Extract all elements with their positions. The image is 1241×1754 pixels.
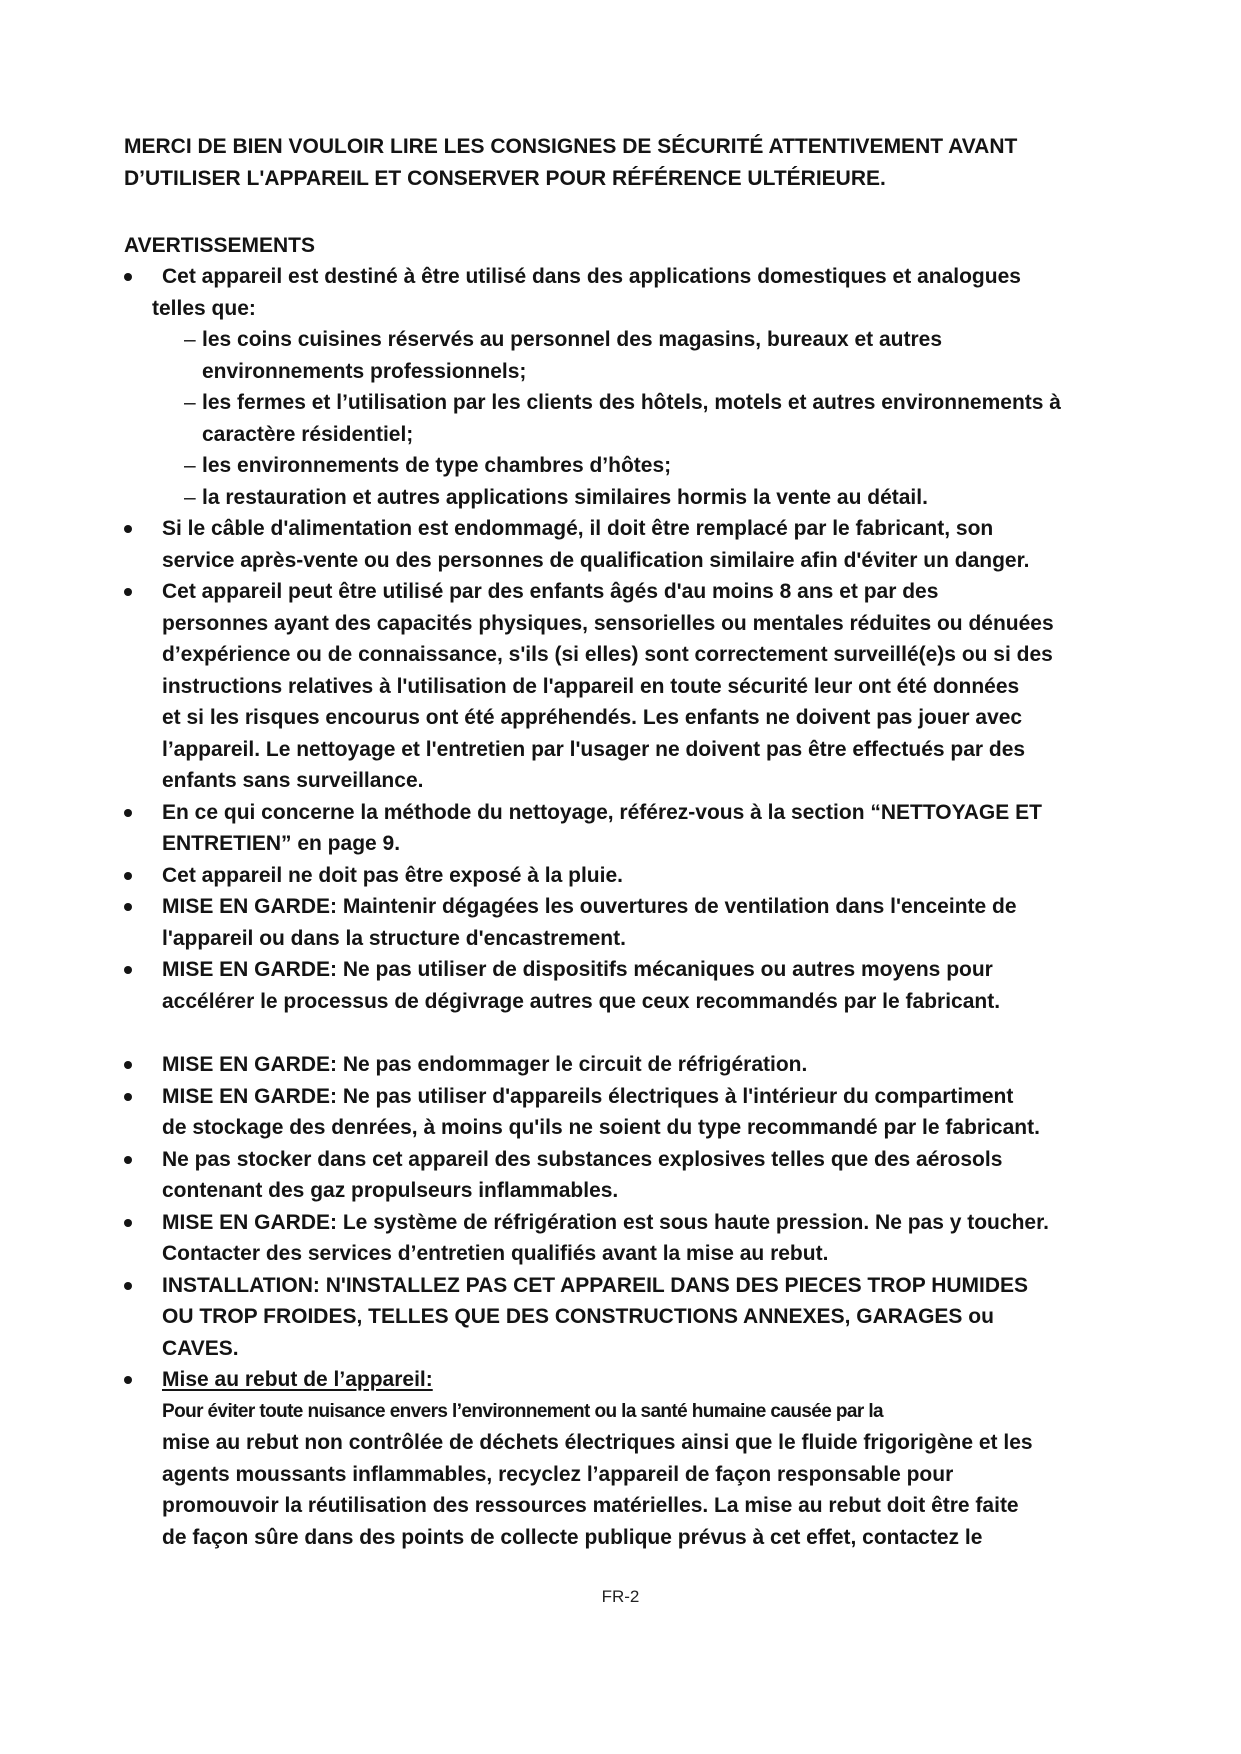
item-line: personnes ayant des capacités physiques, sensorielles ou mentales réduites ou dénuées: [162, 611, 1054, 635]
warning-item: [124, 1207, 1144, 1270]
spacer: [124, 1017, 1144, 1049]
item-line: instructions relatives à l'utilisation de l'appareil en toute sécurité leur ont été données: [162, 674, 1020, 698]
disposal-title: Mise au rebut de l’appareil:: [162, 1368, 433, 1391]
sub-line: les coins cuisines réservés au personnel des magasins, bureaux et autres: [202, 328, 943, 351]
item-line: CAVES.: [162, 1336, 239, 1360]
item-line: agents moussants inflammables, recyclez l’appareil de façon responsable pour: [162, 1462, 954, 1486]
item-line: MISE EN GARDE: Maintenir dégagées les ouvertures de ventilation dans l'enceinte de: [162, 895, 1017, 918]
dash-icon: –: [184, 454, 196, 477]
warning-item: [124, 954, 1144, 1017]
intro-notice: [124, 131, 1144, 194]
item-line: MISE EN GARDE: Le système de réfrigération est sous haute pression. Ne pas y toucher.: [162, 1210, 1049, 1234]
page-number: FR-2: [601, 1587, 640, 1606]
warning-item: [124, 1081, 1144, 1144]
item-line: service après-vente ou des personnes de qualification similaire afin d'éviter un danger.: [162, 548, 1030, 572]
usage-sublist: [162, 324, 1144, 513]
warning-item: [124, 513, 1144, 576]
item-line: l'appareil ou dans la structure d'encastrement.: [162, 926, 626, 950]
bullet-icon: [124, 1282, 132, 1290]
warning-item: [124, 797, 1144, 860]
warning-item: [124, 891, 1144, 954]
item-line: Pour éviter toute nuisance envers l’environnement ou la santé humaine causée par la: [162, 1400, 884, 1422]
item-line: En ce qui concerne la méthode du nettoyage, référez-vous à la section “NETTOYAGE ET: [162, 800, 1042, 824]
item-line: promouvoir la réutilisation des ressources matérielles. La mise au rebut doit être faite: [162, 1494, 1019, 1517]
bullet-icon: [124, 525, 132, 533]
item-line: contenant des gaz propulseurs inflammables.: [162, 1179, 619, 1202]
warning-item: [124, 860, 1144, 892]
dash-icon: –: [184, 391, 196, 414]
warning-item: [124, 1049, 1144, 1081]
item-line: de stockage des denrées, à moins qu'ils ne soient du type recommandé par le fabricant.: [162, 1116, 1040, 1139]
warning-item: [124, 1144, 1144, 1207]
item-line: enfants sans surveillance.: [162, 769, 424, 792]
item-line: INSTALLATION: N'INSTALLEZ PAS CET APPAREIL DANS DES PIECES TROP HUMIDES: [162, 1273, 1029, 1297]
intro-line: D’UTILISER L'APPAREIL ET CONSERVER POUR RÉFÉRENCE ULTÉRIEURE.: [124, 166, 886, 190]
item-line: mise au rebut non contrôlée de déchets électriques ainsi que le fluide frigorigène et les: [162, 1431, 1033, 1454]
item-line: Ne pas stocker dans cet appareil des substances explosives telles que des aérosols: [162, 1147, 1003, 1171]
item-line: Si le câble d'alimentation est endommagé, il doit être remplacé par le fabricant, son: [162, 517, 994, 540]
item-line: et si les risques encourus ont été appréhendés. Les enfants ne doivent pas jouer avec: [162, 706, 1023, 729]
bullet-icon: [124, 872, 132, 880]
item-line: MISE EN GARDE: Ne pas utiliser de dispositifs mécaniques ou autres moyens pour: [162, 958, 993, 981]
item-line: OU TROP FROIDES, TELLES QUE DES CONSTRUCTIONS ANNEXES, GARAGES ou: [162, 1305, 994, 1328]
dash-icon: –: [184, 485, 196, 509]
warnings-list: [124, 261, 1144, 1553]
item-line: telles que:: [152, 296, 256, 320]
bullet-icon: [124, 1219, 132, 1227]
item-line: de façon sûre dans des points de collecte publique prévus à cet effet, contactez le: [162, 1525, 983, 1549]
warning-item: [124, 1270, 1144, 1365]
sub-line: les fermes et l’utilisation par les clients des hôtels, motels et autres environnements à: [202, 391, 1061, 414]
sub-line: la restauration et autres applications similaires hormis la vente au détail.: [202, 485, 928, 509]
item-line: MISE EN GARDE: Ne pas endommager le circuit de réfrigération.: [162, 1053, 808, 1076]
sub-line: caractère résidentiel;: [202, 422, 414, 446]
warning-item: [124, 261, 1144, 513]
bullet-icon: [124, 1093, 132, 1101]
item-line: accélérer le processus de dégivrage autres que ceux recommandés par le fabricant.: [162, 989, 1001, 1013]
item-line: Cet appareil peut être utilisé par des enfants âgés d'au moins 8 ans et par des: [162, 580, 939, 603]
sub-line: environnements professionnels;: [202, 359, 527, 383]
sub-item: [162, 324, 1144, 387]
item-line: MISE EN GARDE: Ne pas utiliser d'appareils électriques à l'intérieur du compartiment: [162, 1084, 1014, 1108]
sub-item: [162, 450, 1144, 482]
item-line: Contacter des services d’entretien qualifiés avant la mise au rebut.: [162, 1242, 829, 1265]
bullet-icon: [124, 809, 132, 817]
bullet-icon: [124, 273, 132, 281]
dash-icon: –: [184, 328, 196, 351]
intro-line: MERCI DE BIEN VOULOIR LIRE LES CONSIGNES DE SÉCURITÉ ATTENTIVEMENT AVANT: [124, 135, 1018, 158]
bullet-icon: [124, 588, 132, 596]
item-line: ENTRETIEN” en page 9.: [162, 832, 401, 855]
bullet-icon: [124, 966, 132, 974]
bullet-icon: [124, 903, 132, 911]
sub-line: les environnements de type chambres d’hôtes;: [202, 454, 672, 477]
sub-item: [162, 387, 1144, 450]
item-line: Cet appareil est destiné à être utilisé dans des applications domestiques et analogues: [162, 265, 1021, 288]
bullet-icon: [124, 1376, 132, 1384]
item-line: l’appareil. Le nettoyage et l'entretien par l'usager ne doivent pas être effectués par des: [162, 737, 1026, 761]
warning-item: [124, 576, 1144, 797]
bullet-icon: [124, 1156, 132, 1164]
warnings-heading: AVERTISSEMENTS: [124, 234, 315, 257]
item-line: Cet appareil ne doit pas être exposé à la pluie.: [162, 863, 623, 887]
item-line: d’expérience ou de connaissance, s'ils (si elles) sont correctement surveillé(e)s ou si des: [162, 643, 1053, 666]
sub-item: [162, 482, 1144, 514]
bullet-icon: [124, 1061, 132, 1069]
warning-item-disposal: [124, 1364, 1144, 1553]
